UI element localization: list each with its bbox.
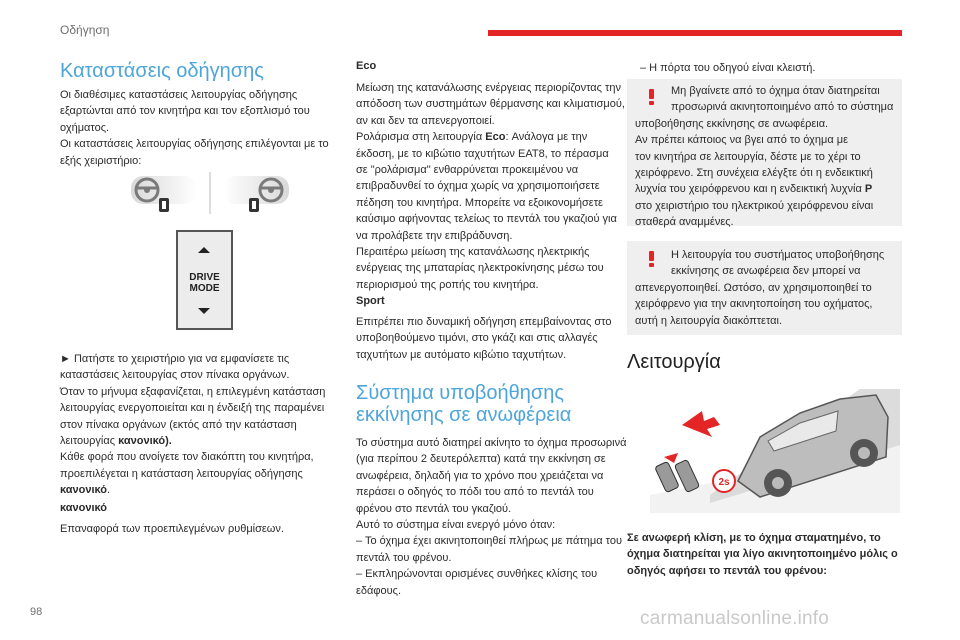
header-section-title: Οδήγηση [60, 23, 110, 37]
hill-caption: Σε ανωφερή κλίση, με το όχημα σταματημένο, το όχημα διατηρείται για λίγο ακινητοποιημένο μόλις ο οδηγός αφήσει το πεντάλ του φρένου: [627, 532, 898, 577]
warning-box-2: Η λειτουργία του συστήματος υποβοήθησης εκκίνησης σε ανωφέρεια δεν μπορεί να απενεργοποιηθεί. Ωστόσο, αν χρησιμοποιηθεί το χειρόφρενο για την ακινητοποίηση του οχήματος, αυτή η λειτουργία διακόπτεται. [627, 241, 902, 335]
sport-text: Επιτρέπει πιο δυναμική οδήγηση επεμβαίνοντας στο υποβοηθούμενο τιμόνι, στο γκάζι και στις αλλαγές ταχυτήτων με αυτόματο κιβώτιο ταχυτήτων. [356, 316, 612, 361]
timer-label: 2s [718, 477, 730, 488]
driving-modes-intro: Οι διαθέσιμες καταστάσεις λειτουργίας οδήγησης εξαρτώνται από τον κινητήρα και τον εξοπλισμό του οχήματος. Οι καταστάσεις λειτουργίας οδήγησης επιλέγονται με το εξής χειριστήριο: [60, 89, 329, 167]
eco-text: Μείωση της κατανάλωσης ενέργειας περιορίζοντας την απόδοση των συστημάτων θέρμανσης και κλιματισμού, αν και δεν τα απενεργοποιεί. Ρολάρισμα στη λειτουργία Eco: Ανάλογα με την έκδοση, με το κιβώτιο ταχυτήτων EAT8, το πέρασμα σε "ρολάρισμα" ενθαρρύνεται προκειμένου να επιβραδυνθεί το όχημα χωρίς να χρησιμοποιήσετε πέδηση του κινητήρα. Μπορείτε να εξοικονομήσετε καύσιμο αφήνοντας τελείως το πεντάλ του γκαζιού για να προλάβετε την επιβράδυνση. Περαιτέρω μείωση της κατανάλωσης ηλεκτρικής ενέργειας της μπαταρίας ηλεκτροκίνησης μέσω του περιορισμού της ροπής του κινητήρα. [356, 82, 625, 291]
sport-heading: Sport [356, 295, 385, 307]
warning-box-1: Μη βγαίνετε από το όχημα όταν διατηρείται προσωρινά ακινητοποιημένο από το σύστημα υποβοήθησης εκκίνησης σε ανωφέρεια. Αν πρέπει κάποιος να βγει από το όχημα με τον κινητήρα σε λειτουργία, δέστε με το χέρι το χειρόφρενο. Στη συνέχεια ελέγξτε ότι η ενδεικτική λυχνία του χειρόφρενου και η ενδεικτική λυχνία P στο χειριστήριο του ηλεκτρικού χειρόφρενου είναι σταθερά αναμμένες. [627, 79, 902, 226]
hill-start-text: Το σύστημα αυτό διατηρεί ακίνητο το όχημα προσωρινά (για περίπου 2 δευτερόλεπτα) κατά την εκκίνηση σε ανωφέρεια, δηλαδή για το χρόνο που χρειάζεται να περάσει ο οδηγός το πόδι του από το πεντάλ του φρένου στο πεντάλ του γκαζιού. Αυτό το σύστημα είναι ενεργό μόνο όταν: – Το όχημα έχει ακινητοποιηθεί πλήρως με πάτημα του πεντάλ του φρένου. – Εκπληρώνονται ορισμένες συνθήκες κλίσης του εδάφους. [356, 437, 627, 597]
page-number: 98 [30, 606, 43, 618]
instruction-text: ► Πατήστε το χειριστήριο για να εμφανίσετε τις καταστάσεις λειτουργίας στον πίνακα οργάνων. Όταν το μήνυμα εξαφανίζεται, η επιλεγμένη κατάσταση λειτουργίας ενεργοποιείται και η ένδειξή της παραμένει στον πίνακα οργάνων (εκτός από την κατάσταση λειτουργίας κανονικό). Κάθε φορά που ανοίγετε τον διακόπτη του κινητήρα, προεπιλέγεται η κατάσταση λειτουργίας οδήγησης κανονικό. [60, 353, 326, 497]
operation-title: Λειτουργία [627, 351, 721, 373]
chevron-up-icon [198, 247, 210, 253]
motion-arrow-icon [682, 411, 720, 437]
hill-start-illustration [650, 385, 900, 513]
header-accent-bar [488, 30, 902, 36]
eco-heading: Eco [356, 60, 377, 72]
hill-start-title: Σύστημα υποβοήθησης εκκίνησης σε ανωφέρεια [356, 382, 572, 426]
door-closed-line: – Η πόρτα του οδηγού είναι κλειστή. [640, 62, 816, 74]
drive-mode-label: DRIVE MODE [189, 272, 220, 294]
watermark: carmanualsonline.info [640, 608, 830, 629]
drive-mode-switch [176, 230, 233, 330]
normal-heading: κανονικό [60, 502, 108, 514]
driving-modes-title: Καταστάσεις οδήγησης [60, 60, 264, 82]
chevron-down-icon [198, 308, 210, 314]
steering-wheel-illustration [125, 170, 295, 216]
normal-text: Επαναφορά των προεπιλεγμένων ρυθμίσεων. [60, 523, 284, 535]
